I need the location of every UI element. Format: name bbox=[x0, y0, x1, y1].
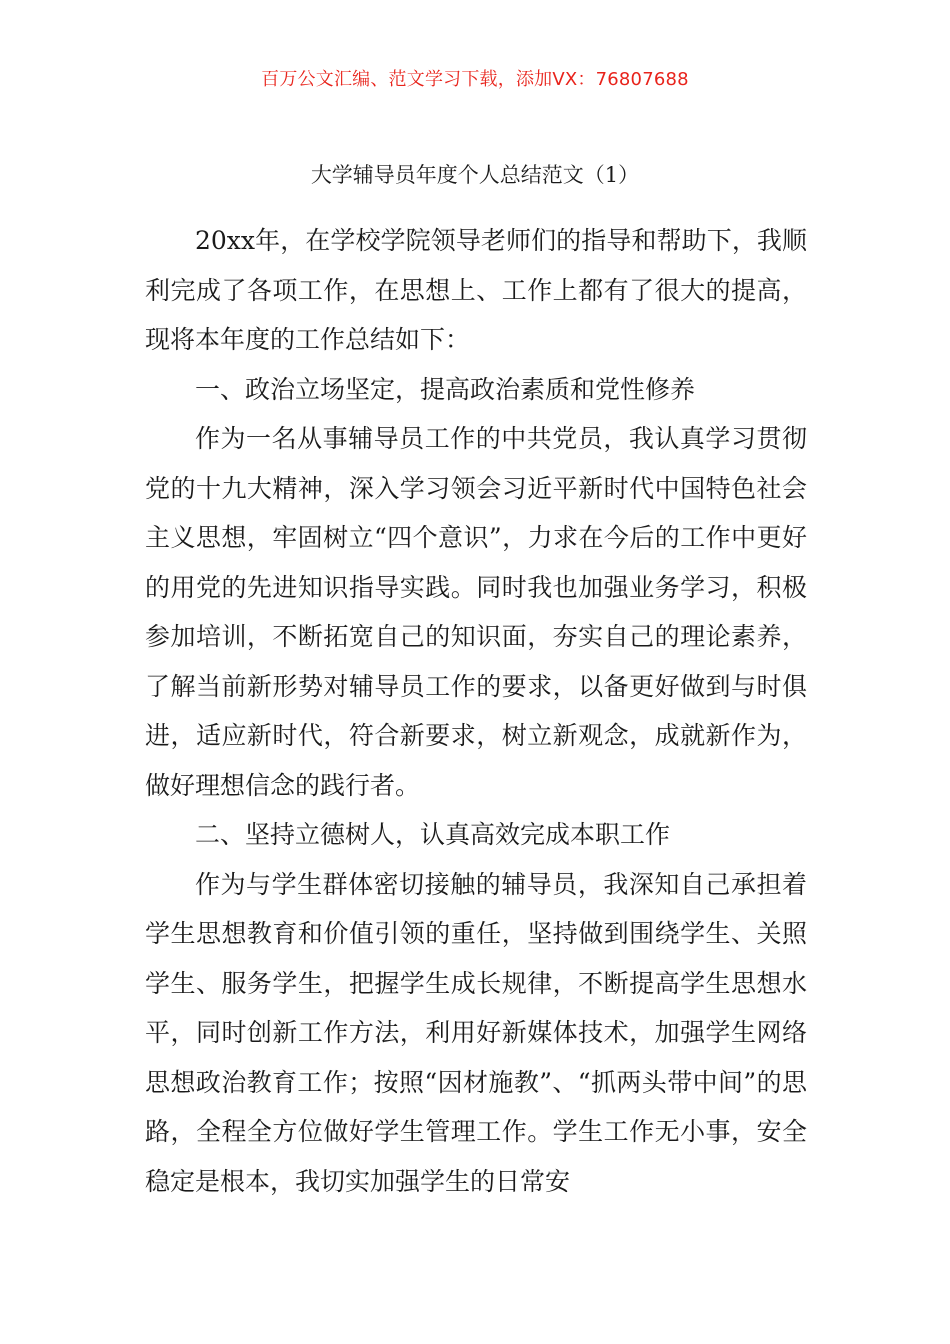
section-1-paragraph: 作为一名从事辅导员工作的中共党员，我认真学习贯彻党的十九大精神，深入学习领会习近平新时代中国特色社会主义思想，牢固树立“四个意识”，力求在今后的工作中更好的用党的先进知识指导实践。同时我也加强业务学习，积极参加培训，不断拓宽自己的知识面，夯实自己的理论素养，了解当前新形势对辅导员工作的要求，以备更好做到与时俱进，适应新时代，符合新要求，树立新观念，成就新作为，做好理想信念的践行者。 bbox=[145, 424, 807, 800]
section-2-paragraph: 作为与学生群体密切接触的辅导员，我深知自己承担着学生思想教育和价值引领的重任，坚持做到围绕学生、关照学生、服务学生，把握学生成长规律，不断提高学生思想水平，同时创新工作方法，利用好新媒体技术，加强学生网络思想政治教育工作；按照“因材施教”、“抓两头带中间”的思路，全程全方位做好学生管理工作。学生工作无小事，安全稳定是根本，我切实加强学生的日常安 bbox=[145, 869, 807, 1196]
intro-paragraph: 20xx年，在学校学院领导老师们的指导和帮助下，我顺利完成了各项工作，在思想上、工作上都有了很大的提高，现将本年度的工作总结如下： bbox=[145, 226, 807, 354]
section-heading-1: 一、政治立场坚定，提高政治素质和党性修养 bbox=[195, 374, 696, 404]
document-title: 大学辅导员年度个人总结范文（1） bbox=[310, 163, 640, 187]
header-note: 百万公文汇编、范文学习下载，添加VX：76807688 bbox=[261, 69, 689, 90]
section-heading-2: 二、坚持立德树人，认真高效完成本职工作 bbox=[195, 820, 671, 849]
document-body bbox=[145, 216, 807, 1206]
